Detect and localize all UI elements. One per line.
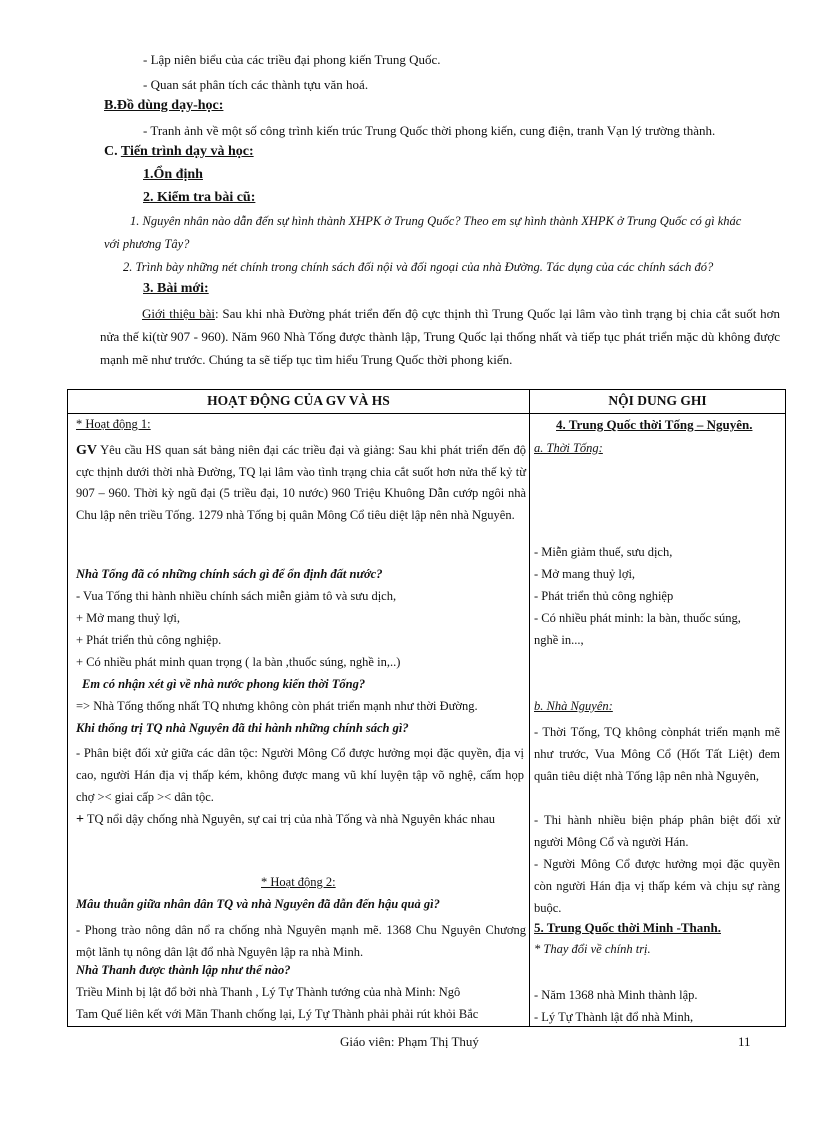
- footer-teacher: Giáo viên: Phạm Thị Thuý: [340, 1034, 479, 1049]
- song-policy-4: + Có nhiều phát minh quan trọng ( la bàn ,thuốc súng, nghề in,..): [76, 655, 401, 669]
- notes-song-4b: nghề in...,: [534, 633, 584, 647]
- notes-cell: [530, 414, 786, 1027]
- conflict-answer: - Phong trào nông dân nổ ra chống nhà Nguyên mạnh mẽ. 1368 Chu Nguyên Chương một lãnh tụ nông dân lật đổ nhà Nguyên lập ra nhà Minh.: [76, 923, 526, 959]
- gv-text: Yêu cầu HS quan sát bảng niên đại các triều đại và giảng: Sau khi phát triển đến độ cực thịnh dưới thời nhà Đường, TQ lại lâm vào tình trạng chia cắt suốt hơn nửa thế kỷ từ 907 – 960. Thời kỳ ngũ đại (5 triều đại, 10 nước) 960 Triệu Khuông Dẫn cướp ngôi nhà Chu lập nên triều Tống. 1279 nhà Tống bị quân Mông Cổ tiêu diệt lập nên nhà Nguyên.: [76, 443, 526, 522]
- question-qing: Nhà Thanh được thành lập như thế nào?: [76, 963, 291, 977]
- lesson-intro: [100, 302, 780, 371]
- notes-song-3: - Phát triển thủ công nghiệp: [534, 589, 674, 603]
- lesson-intro-text: : Sau khi nhà Đường phát triển đến độ cực thịnh thì Trung Quốc lại lâm vào tình trạng bị chia cắt suốt hơn nửa thế kỉ(từ 907 - 960). Năm 960 Nhà Tống được thành lập, Trung Quốc lại thống nhất và tiếp tục phát triển mặc dù không được mạnh mẽ như trước. Chúng ta sẽ tiếp tục tìm hiểu Trung Quốc thời phong kiến.: [100, 306, 780, 367]
- notes-ming-1: - Năm 1368 nhà Minh thành lập.: [534, 988, 698, 1002]
- answer-song-evaluation: => Nhà Tống thống nhất TQ nhưng không còn phát triển mạnh như thời Đường.: [76, 699, 478, 713]
- objective-bullet-2: - Quan sát phân tích các thành tựu văn hoá.: [143, 77, 369, 92]
- review-question-1a: 1. Nguyên nhân nào dẫn đến sự hình thành XHPK ở Trung Quốc? Theo em sự hình thành XHPK ở Trung Quốc có gì khác: [130, 214, 742, 228]
- notes-heading-4: 4. Trung Quốc thời Tống – Nguyên.: [556, 417, 753, 432]
- lesson-table: [67, 389, 786, 1027]
- review-question-2: 2. Trình bày những nét chính trong chính sách đối nội và đối ngoại của nhà Đường. Tác dụng của các chính sách đó?: [123, 260, 714, 274]
- notes-yuan-2: - Thi hành nhiều biện pháp phân biệt đối xử người Mông Cổ và người Hán.: [534, 813, 780, 849]
- song-policy-1: - Vua Tống thi hành nhiều chính sách miễn giảm tô và sưu dịch,: [76, 589, 397, 603]
- notes-ming-2: - Lý Tự Thành lật đổ nhà Minh,: [534, 1010, 694, 1024]
- review-question-1b: với phương Tây?: [104, 237, 190, 251]
- step-2: 2. Kiểm tra bài cũ:: [143, 190, 256, 205]
- qing-answer-line-1: Triều Minh bị lật đổ bởi nhà Thanh , Lý Tự Thành tướng của nhà Minh: Ngô: [76, 985, 461, 999]
- yuan-policy-text: - Phân biệt đối xử giữa các dân tộc: Người Mông Cổ được hưởng mọi đặc quyền, địa vị cao, người Hán địa vị thấp kém, không được mang vũ khí luyện tập võ nghệ, cấm họp chợ >< giai cấp >< dân tộc.: [76, 746, 524, 804]
- page-number: 11: [738, 1034, 751, 1049]
- question-conflict: Mâu thuẫn giữa nhân dân TQ và nhà Nguyên đã dẫn đến hậu quả gì?: [76, 897, 440, 911]
- song-policy-2: + Mở mang thuỷ lợi,: [76, 611, 180, 625]
- step-1: 1.Ổn định: [143, 167, 203, 182]
- heading-procedure-text: Tiến trình dạy và học:: [120, 144, 254, 159]
- notes-politics-change: * Thay đổi về chính trị.: [534, 942, 651, 956]
- gv-label: GV: [76, 443, 97, 458]
- notes-yuan-subheading: b. Nhà Nguyên:: [534, 699, 613, 713]
- yuan-resistance-text: TQ nổi dậy chống nhà Nguyên, sự cai trị của nhà Tống và nhà Nguyên khác nhau: [83, 812, 496, 826]
- song-policy-3: + Phát triển thủ công nghiệp.: [76, 633, 222, 647]
- step-3: 3. Bài mới:: [143, 281, 209, 296]
- activities-cell: [68, 414, 530, 1027]
- notes-yuan-1: - Thời Tống, TQ không cònphát triển mạnh mẽ như trước, Vua Mông Cổ (Hốt Tất Liệt) đem quân tiêu diệt nhà Tống lập nên nhà Nguyên,: [534, 725, 780, 783]
- heading-procedure: [104, 144, 254, 160]
- notes-song-2: - Mở mang thuỷ lợi,: [534, 567, 636, 581]
- teaching-aids-bullet: - Tranh ảnh về một số công trình kiến trúc Trung Quốc thời phong kiến, cung điện, tranh Vạn lý trường thành.: [143, 123, 716, 138]
- heading-teaching-aids: B.Đồ dùng dạy-học:: [104, 98, 224, 113]
- notes-heading-5: 5. Trung Quốc thời Minh -Thanh.: [534, 920, 721, 935]
- question-yuan-policy: Khi thống trị TQ nhà Nguyên đã thi hành những chính sách gì?: [76, 721, 409, 735]
- teacher-explanation: [76, 440, 526, 526]
- yuan-resistance: [76, 808, 526, 831]
- notes-song-1: - Miễn giảm thuế, sưu dịch,: [534, 545, 673, 559]
- heading-procedure-prefix: C.: [104, 144, 121, 159]
- notes-song-subheading: a. Thời Tống:: [534, 441, 603, 455]
- objective-bullet-1: - Lập niên biểu của các triều đại phong kiến Trung Quốc.: [143, 52, 441, 67]
- col-header-notes: NỘI DUNG GHI: [530, 390, 786, 414]
- lesson-intro-label: Giới thiệu bài: [142, 306, 215, 321]
- plus-sign: +: [76, 812, 84, 827]
- activity-2-label: * Hoạt động 2:: [261, 875, 336, 889]
- question-song-evaluation: Em có nhận xét gì về nhà nước phong kiến thời Tống?: [82, 677, 366, 691]
- col-header-activities: HOẠT ĐỘNG CỦA GV VÀ HS: [68, 390, 530, 414]
- qing-answer-line-2: Tam Quế liên kết với Mãn Thanh chống lại, Lý Tự Thành phải phải rút khỏi Bắc: [76, 1007, 479, 1021]
- activity-1-label: * Hoạt động 1:: [76, 417, 151, 431]
- notes-song-4a: - Có nhiều phát minh: la bàn, thuốc súng,: [534, 611, 741, 625]
- question-song-policy: Nhà Tống đã có những chính sách gì để ổn định đất nước?: [76, 567, 383, 581]
- notes-yuan-3: - Người Mông Cổ được hưởng mọi đặc quyền còn người Hán địa vị thấp kém và chịu sự ràng buộc.: [534, 857, 780, 915]
